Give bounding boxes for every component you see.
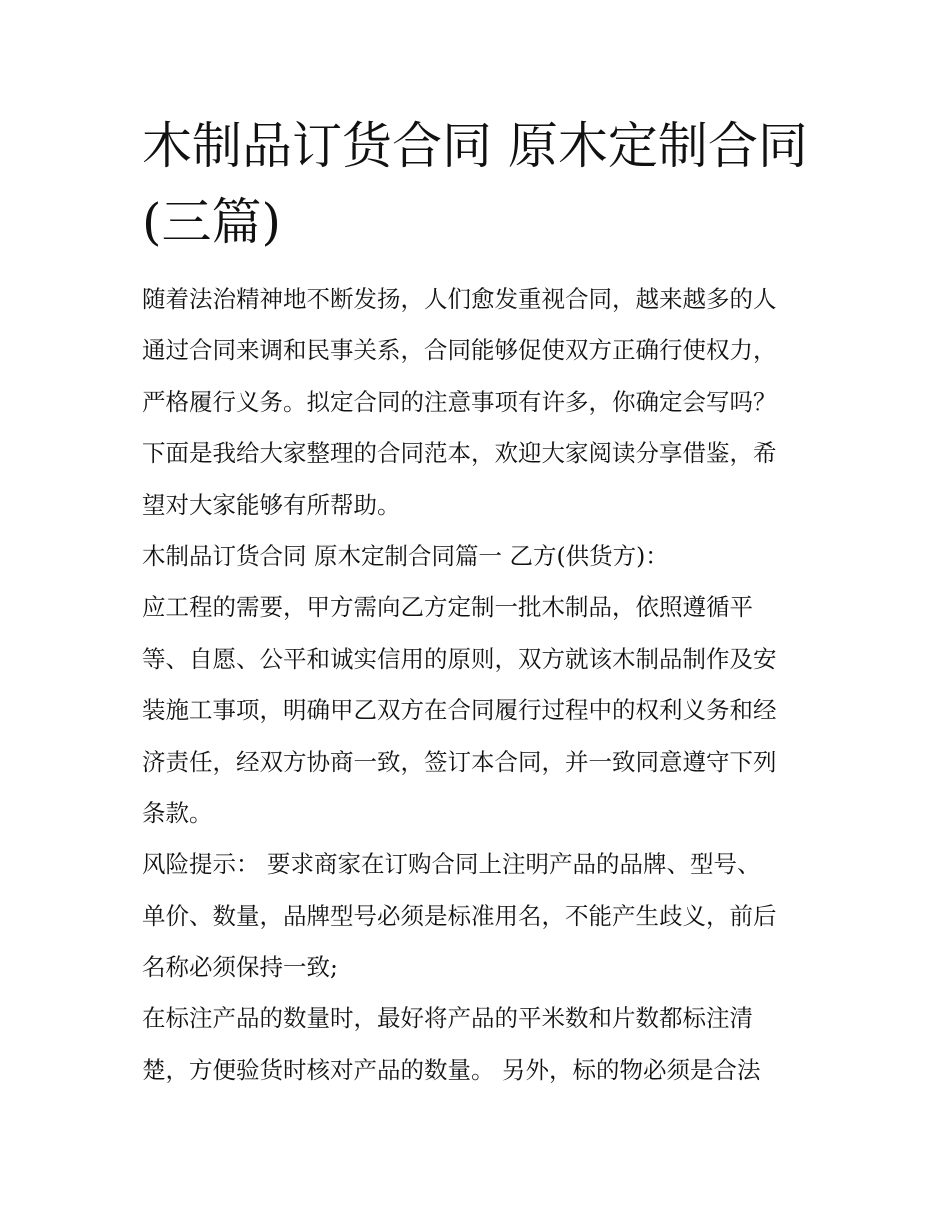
- title-line-1: 木制品订货合同 原木定制合同: [142, 117, 808, 175]
- body-line: 应工程的需要，甲方需向乙方定制一批木制品，依照遵循平: [142, 593, 753, 622]
- body-line: 望对大家能够有所帮助。: [142, 490, 401, 519]
- body-line: 等、自愿、公平和诚实信用的原则，双方就该木制品制作及安: [142, 644, 777, 673]
- body-line: 楚，方便验货时核对产品的数量。 另外，标的物必须是合法: [142, 1055, 761, 1084]
- body-line: 单价、数量，品牌型号必须是标准用名，不能产生歧义，前后: [142, 901, 777, 930]
- section-heading-line: 木制品订货合同 原木定制合同篇一 乙方(供货方)：: [142, 541, 669, 570]
- title-line-2: (三篇): [142, 193, 282, 251]
- body-line: 装施工事项，明确甲乙双方在合同履行过程中的权利义务和经: [142, 696, 777, 725]
- body-line: 随着法治精神地不断发扬，人们愈发重视合同，越来越多的人: [142, 285, 777, 313]
- document-title: [142, 108, 822, 260]
- body-line: 通过合同来调和民事关系，合同能够促使双方正确行使权力，: [142, 336, 777, 365]
- body-line: 济责任，经双方协商一致，签订本合同，并一致同意遵守下列: [142, 747, 777, 776]
- body-line: 名称必须保持一致;: [142, 953, 338, 982]
- body-line: 条款。: [142, 798, 213, 827]
- risk-tip-line: 风险提示： 要求商家在订购合同上注明产品的品牌、型号、: [142, 850, 761, 879]
- body-line: 在标注产品的数量时，最好将产品的平米数和片数都标注清: [142, 1004, 753, 1033]
- body-line: 严格履行义务。拟定合同的注意事项有许多，你确定会写吗？: [142, 387, 777, 416]
- body-line: 下面是我给大家整理的合同范本，欢迎大家阅读分享借鉴，希: [142, 439, 777, 468]
- document-body: [142, 274, 814, 1096]
